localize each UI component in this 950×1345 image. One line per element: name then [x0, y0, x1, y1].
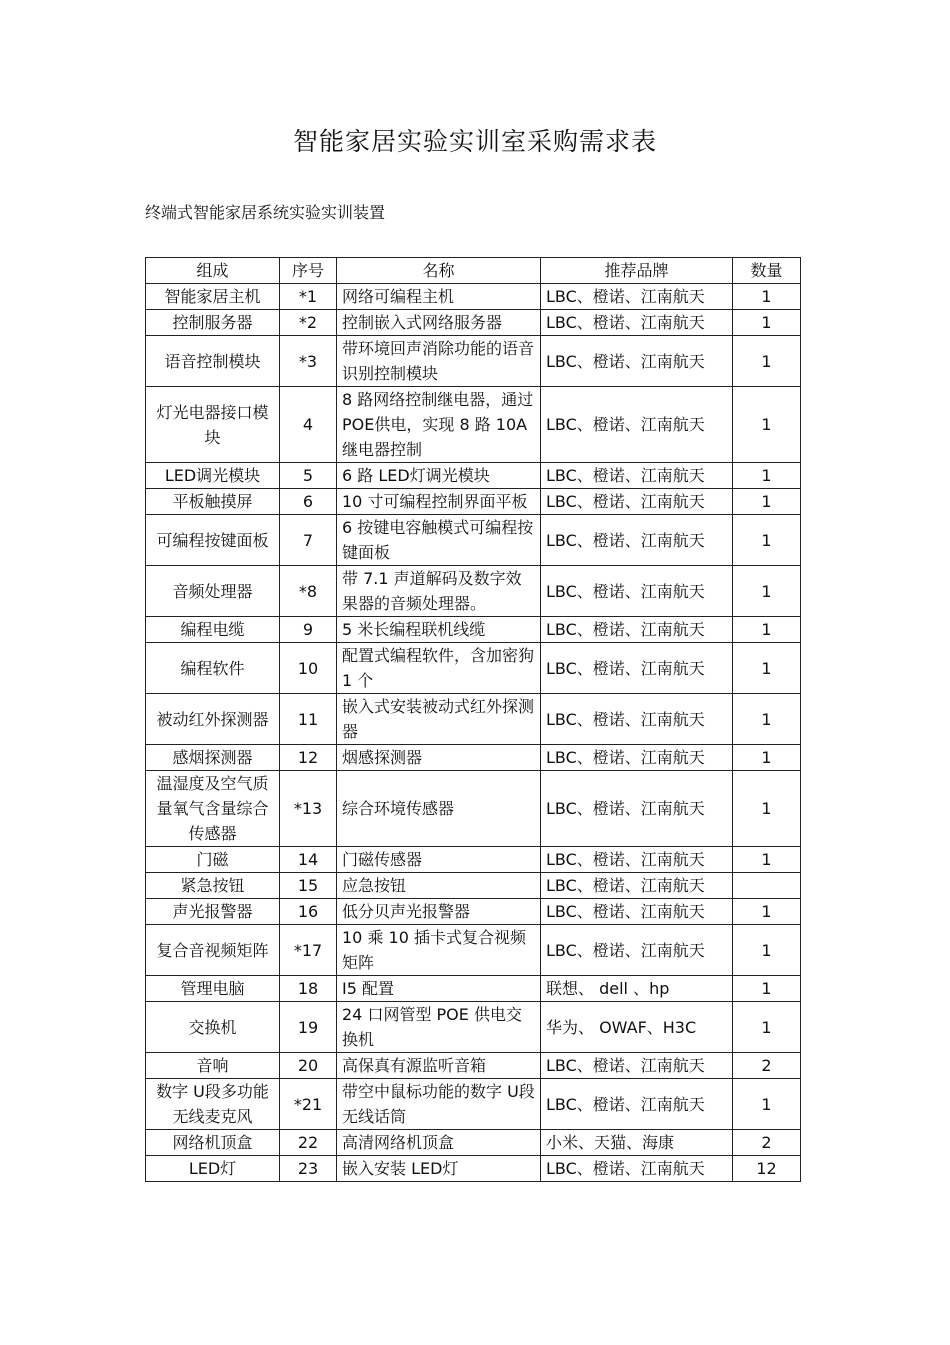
brand-cell: LBC、橙诺、江南航天 — [541, 515, 733, 566]
table-row — [146, 1130, 801, 1156]
number-cell: 12 — [280, 745, 337, 771]
number-cell: 20 — [280, 1053, 337, 1079]
quantity-cell: 1 — [733, 617, 801, 643]
table-row — [146, 847, 801, 873]
table-row — [146, 643, 801, 694]
quantity-cell: 1 — [733, 515, 801, 566]
table-row — [146, 566, 801, 617]
component-cell: 紧急按钮 — [146, 873, 280, 899]
brand-cell: LBC、橙诺、江南航天 — [541, 925, 733, 976]
table-row — [146, 387, 801, 463]
table-row — [146, 1156, 801, 1182]
number-cell: 4 — [280, 387, 337, 463]
table-row — [146, 489, 801, 515]
quantity-cell: 1 — [733, 310, 801, 336]
table-row — [146, 745, 801, 771]
name-cell: 网络可编程主机 — [337, 284, 541, 310]
table-row — [146, 771, 801, 847]
name-cell: 配置式编程软件，含加密狗 1 个 — [337, 643, 541, 694]
component-cell: LED灯 — [146, 1156, 280, 1182]
component-cell: 可编程按键面板 — [146, 515, 280, 566]
number-cell: *2 — [280, 310, 337, 336]
quantity-cell: 2 — [733, 1053, 801, 1079]
number-cell: *13 — [280, 771, 337, 847]
number-cell: 19 — [280, 1002, 337, 1053]
brand-cell: LBC、橙诺、江南航天 — [541, 336, 733, 387]
brand-cell: LBC、橙诺、江南航天 — [541, 643, 733, 694]
brand-cell: LBC、橙诺、江南航天 — [541, 284, 733, 310]
brand-cell: 联想、 dell 、hp — [541, 976, 733, 1002]
quantity-cell: 1 — [733, 566, 801, 617]
quantity-cell: 2 — [733, 1130, 801, 1156]
number-cell: 15 — [280, 873, 337, 899]
name-cell: 控制嵌入式网络服务器 — [337, 310, 541, 336]
quantity-cell: 1 — [733, 489, 801, 515]
procurement-table — [145, 257, 801, 1182]
brand-cell: LBC、橙诺、江南航天 — [541, 1079, 733, 1130]
number-cell: *17 — [280, 925, 337, 976]
brand-cell: LBC、橙诺、江南航天 — [541, 387, 733, 463]
quantity-cell: 1 — [733, 771, 801, 847]
number-cell: 11 — [280, 694, 337, 745]
component-cell: 被动红外探测器 — [146, 694, 280, 745]
name-cell: 5 米长编程联机线缆 — [337, 617, 541, 643]
quantity-cell: 1 — [733, 643, 801, 694]
table-row — [146, 1053, 801, 1079]
quantity-cell: 1 — [733, 694, 801, 745]
component-cell: 语音控制模块 — [146, 336, 280, 387]
number-cell: 22 — [280, 1130, 337, 1156]
component-cell: 网络机顶盒 — [146, 1130, 280, 1156]
quantity-cell: 12 — [733, 1156, 801, 1182]
number-cell: 6 — [280, 489, 337, 515]
brand-cell: LBC、橙诺、江南航天 — [541, 847, 733, 873]
brand-cell: LBC、橙诺、江南航天 — [541, 1053, 733, 1079]
table-row — [146, 515, 801, 566]
header-number: 序号 — [280, 258, 337, 284]
brand-cell: LBC、橙诺、江南航天 — [541, 899, 733, 925]
table-row — [146, 899, 801, 925]
name-cell: 综合环境传感器 — [337, 771, 541, 847]
component-cell: 感烟探测器 — [146, 745, 280, 771]
component-cell: 交换机 — [146, 1002, 280, 1053]
name-cell: 带 7.1 声道解码及数字效果器的音频处理器。 — [337, 566, 541, 617]
component-cell: 门磁 — [146, 847, 280, 873]
brand-cell: LBC、橙诺、江南航天 — [541, 463, 733, 489]
quantity-cell: 1 — [733, 976, 801, 1002]
table-row — [146, 1002, 801, 1053]
component-cell: 温湿度及空气质量氧气含量综合传感器 — [146, 771, 280, 847]
brand-cell: LBC、橙诺、江南航天 — [541, 489, 733, 515]
number-cell: 16 — [280, 899, 337, 925]
name-cell: 8 路网络控制继电器，通过 POE供电，实现 8 路 10A继电器控制 — [337, 387, 541, 463]
component-cell: 智能家居主机 — [146, 284, 280, 310]
number-cell: 5 — [280, 463, 337, 489]
number-cell: *1 — [280, 284, 337, 310]
brand-cell: LBC、橙诺、江南航天 — [541, 873, 733, 899]
component-cell: 灯光电器接口模块 — [146, 387, 280, 463]
component-cell: 声光报警器 — [146, 899, 280, 925]
component-cell: 音频处理器 — [146, 566, 280, 617]
quantity-cell: 1 — [733, 925, 801, 976]
name-cell: 10 乘 10 插卡式复合视频矩阵 — [337, 925, 541, 976]
brand-cell: 华为、 OWAF、H3C — [541, 1002, 733, 1053]
name-cell: I5 配置 — [337, 976, 541, 1002]
name-cell: 低分贝声光报警器 — [337, 899, 541, 925]
name-cell: 6 按键电容触模式可编程按键面板 — [337, 515, 541, 566]
name-cell: 10 寸可编程控制界面平板 — [337, 489, 541, 515]
quantity-cell: 1 — [733, 745, 801, 771]
table-row — [146, 463, 801, 489]
name-cell: 带空中鼠标功能的数字 U段无线话筒 — [337, 1079, 541, 1130]
table-row — [146, 617, 801, 643]
number-cell: 10 — [280, 643, 337, 694]
table-row — [146, 925, 801, 976]
number-cell: *3 — [280, 336, 337, 387]
table-row — [146, 694, 801, 745]
table-row — [146, 284, 801, 310]
quantity-cell: 1 — [733, 847, 801, 873]
component-cell: 平板触摸屏 — [146, 489, 280, 515]
header-component: 组成 — [146, 258, 280, 284]
table-row — [146, 336, 801, 387]
name-cell: 门磁传感器 — [337, 847, 541, 873]
brand-cell: LBC、橙诺、江南航天 — [541, 310, 733, 336]
brand-cell: LBC、橙诺、江南航天 — [541, 694, 733, 745]
table-row — [146, 310, 801, 336]
name-cell: 高清网络机顶盒 — [337, 1130, 541, 1156]
name-cell: 高保真有源监听音箱 — [337, 1053, 541, 1079]
quantity-cell: 1 — [733, 899, 801, 925]
number-cell: 7 — [280, 515, 337, 566]
quantity-cell: 1 — [733, 1079, 801, 1130]
table-header-row — [146, 258, 801, 284]
table-row — [146, 873, 801, 899]
component-cell: 控制服务器 — [146, 310, 280, 336]
number-cell: *21 — [280, 1079, 337, 1130]
component-cell: 编程电缆 — [146, 617, 280, 643]
brand-cell: LBC、橙诺、江南航天 — [541, 566, 733, 617]
name-cell: 应急按钮 — [337, 873, 541, 899]
brand-cell: LBC、橙诺、江南航天 — [541, 745, 733, 771]
quantity-cell: 1 — [733, 387, 801, 463]
quantity-cell: 1 — [733, 463, 801, 489]
component-cell: 数字 U段多功能无线麦克风 — [146, 1079, 280, 1130]
header-name: 名称 — [337, 258, 541, 284]
name-cell: 24 口网管型 POE 供电交换机 — [337, 1002, 541, 1053]
component-cell: 编程软件 — [146, 643, 280, 694]
number-cell: *8 — [280, 566, 337, 617]
brand-cell: LBC、橙诺、江南航天 — [541, 1156, 733, 1182]
brand-cell: LBC、橙诺、江南航天 — [541, 617, 733, 643]
header-quantity: 数量 — [733, 258, 801, 284]
component-cell: LED调光模块 — [146, 463, 280, 489]
name-cell: 嵌入式安装被动式红外探测器 — [337, 694, 541, 745]
name-cell: 6 路 LED灯调光模块 — [337, 463, 541, 489]
page-title: 智能家居实验实训室采购需求表 — [292, 127, 657, 156]
number-cell: 18 — [280, 976, 337, 1002]
table-row — [146, 976, 801, 1002]
name-cell: 嵌入安装 LED灯 — [337, 1156, 541, 1182]
quantity-cell: 1 — [733, 336, 801, 387]
quantity-cell: 1 — [733, 284, 801, 310]
name-cell: 带环境回声消除功能的语音识别控制模块 — [337, 336, 541, 387]
number-cell: 23 — [280, 1156, 337, 1182]
table-row — [146, 1079, 801, 1130]
number-cell: 14 — [280, 847, 337, 873]
number-cell: 9 — [280, 617, 337, 643]
table-body — [146, 284, 801, 1182]
component-cell: 音响 — [146, 1053, 280, 1079]
quantity-cell: 1 — [733, 1002, 801, 1053]
component-cell: 管理电脑 — [146, 976, 280, 1002]
section-subtitle: 终端式智能家居系统实验实训装置 — [145, 203, 386, 222]
quantity-cell — [733, 873, 801, 899]
header-brand: 推荐品牌 — [541, 258, 733, 284]
brand-cell: LBC、橙诺、江南航天 — [541, 771, 733, 847]
brand-cell: 小米、天猫、海康 — [541, 1130, 733, 1156]
name-cell: 烟感探测器 — [337, 745, 541, 771]
component-cell: 复合音视频矩阵 — [146, 925, 280, 976]
